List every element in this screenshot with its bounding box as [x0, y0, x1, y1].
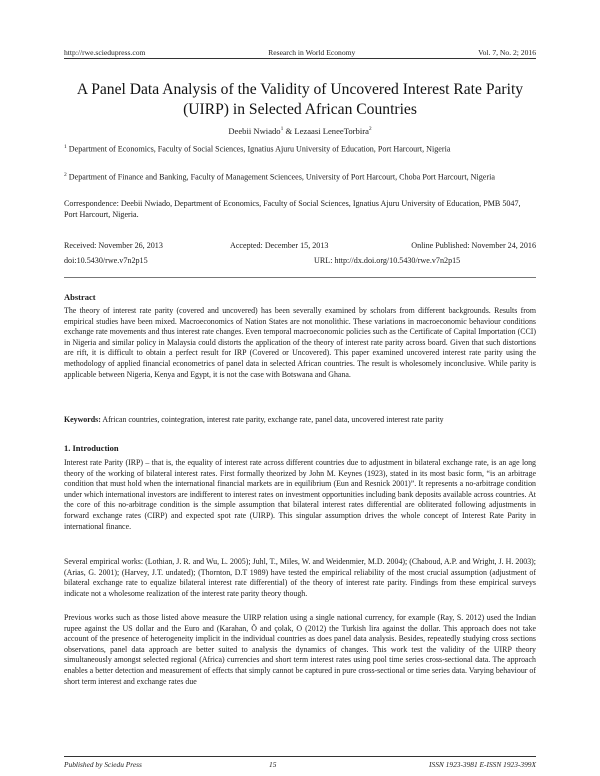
- affiliation-2-sup: 2: [64, 172, 67, 178]
- affiliation-2-text: Department of Finance and Banking, Faculty of Management Sciencees, University of Port Harcourt, Choba Port Harcourt, Nigeria: [66, 172, 495, 182]
- introduction-heading: 1. Introduction: [64, 443, 119, 453]
- meta-divider: [64, 277, 536, 278]
- intro-paragraph-1: Interest rate Parity (IRP) – that is, the equality of interest rate across different countries due to adjustment in bilateral exchange rate, is an age long theory of the working of bilateral interest rates. First formally theorized by John M. Keynes (1923), stated in its most basic form, “is an arbitrage condition that must hold when the international financial markets are in equilibrium (Eun and Resnick 2001)”. It represents a no-arbitrage condition under which international investors are indifferent to interest rates on investment opportunities including bank deposits available across countries. At the core of this no-arbitrage condition is the simple assumption that bilateral interest rates differential are obliterated following adjustments in forward exchange rates (CIRP) and expected spot rate (UIRP). This singular assumption drives the whole concept of Interest Rate Parity in international finance.: [64, 458, 536, 531]
- journal-url[interactable]: http://rwe.sciedupress.com: [64, 48, 146, 57]
- received-date: Received: November 26, 2013: [64, 241, 163, 250]
- footer-divider: [64, 756, 536, 757]
- affiliation-1: [64, 142, 536, 155]
- intro-paragraph-3: Previous works such as those listed above measure the UIRP relation using a single national currency, for example (Ray, S. 2012) used the Indian rupee against the US dollar and the Euro and (Karahan, Ö and çolak, O (2012) the Turkish lira against the dollar. This approach does not take account of the presence of heterogeneity implicit in the individual countries as does panel data analysis. Besides, repeatedly studying cross sections observations, panel data approach are better suited to analysis the dynamics of changes. This work test the validity of the UIRP theory simultaneously amongst selected regional (Africa) currencies and short term interest rates using pool time series cross-sectional data. The approach enables a better detection and measurement of effects that simply cannot be captured in pure cross-sectional or time series data. Varying behaviour of short term interest and exchange rates due: [64, 613, 536, 686]
- keywords-text: African countries, cointegration, interest rate parity, exchange rate, panel data, uncovered interest rate parity: [100, 415, 444, 424]
- affiliation-2: [64, 170, 536, 183]
- page-footer: [64, 760, 536, 771]
- author-2: Lezaasi LeneeTorbira: [294, 126, 369, 136]
- intro-paragraph-2: Several empirical works: (Lothian, J. R. and Wu, L. 2005); Juhl, T., Miles, W. and Weidenmier, M.D. 2004); (Chaboud, A.P. and Wright, J. H. 2003); (Arias, G. 2001); (Harvey, J.T. undated); (Thornton, D.T 1989) have tested the empirical reliability of the most crucial assumption (adjustment of bilateral exchange rate to equalize bilateral interest rate differential) of the theory of interest rate parity. Findings from these empirical surveys indicate not a wholesome realization of the interest rate parity theory though.: [64, 557, 536, 598]
- author-separator: &: [285, 126, 295, 136]
- issn: ISSN 1923-3981 E-ISSN 1923-399X: [429, 760, 536, 769]
- header-divider: [64, 58, 536, 59]
- abstract-heading: Abstract: [64, 292, 96, 302]
- keywords: [64, 415, 536, 426]
- published-date: Online Published: November 24, 2016: [411, 241, 536, 250]
- paper-title: A Panel Data Analysis of the Validity of Uncovered Interest Rate Parity (UIRP) in Selected African Countries: [76, 81, 524, 118]
- keywords-label: Keywords:: [64, 415, 101, 424]
- affiliation-1-text: Department of Economics, Faculty of Social Sciences, Ignatius Ajuru University of Education, Port Harcourt, Nigeria: [66, 144, 451, 154]
- running-header: [64, 44, 536, 57]
- doi-url[interactable]: URL: http://dx.doi.org/10.5430/rwe.v7n2p15: [314, 256, 461, 265]
- journal-name: Research in World Economy: [268, 48, 356, 57]
- doi[interactable]: doi:10.5430/rwe.v7n2p15: [64, 256, 148, 265]
- volume-info: Vol. 7, No. 2; 2016: [478, 48, 536, 57]
- page-number: 15: [269, 760, 277, 769]
- accepted-date: Accepted: December 15, 2013: [230, 241, 329, 250]
- affiliation-1-sup: 1: [64, 144, 67, 150]
- author-2-sup: 2: [368, 126, 372, 133]
- author-1: Deebii Nwiado: [228, 126, 281, 136]
- publisher: Published by Sciedu Press: [64, 760, 142, 769]
- author-1-sup: 1: [280, 126, 284, 133]
- abstract-text: The theory of interest rate parity (covered and uncovered) has been severally examined by scholars from different backgrounds. Results from empirical studies have been mixed. Macroeconomics of Nation States are not monolithic. These variations in macroeconomic behaviour conditions exchange rate movements and thus interest rate changes. Even temporal macroeconomic policies such as the Certificate of Capital Importation (CCI) in Nigeria and similar policy in Malaysia could distorts the application of the theory of interest rate parity across board. Given that such distortions are rift, it is difficult to obtain a perfect result for IRP (Covered or Uncovered). This paper examined uncovered interest rate parity using the methodology of applied financial econometrics of panel data in selected African countries. The result is wholesomely inconclusive. While parity is applicable between Nigeria, Kenya and Egypt, it is not the case with Botswana and Ghana.: [64, 306, 536, 379]
- author-line: [64, 126, 536, 136]
- correspondence: Correspondence: Deebii Nwiado, Department of Economics, Faculty of Social Sciences, Ignatius Ajuru University of Education, PMB 5047, Port Harcourt, Nigeria.: [64, 199, 521, 219]
